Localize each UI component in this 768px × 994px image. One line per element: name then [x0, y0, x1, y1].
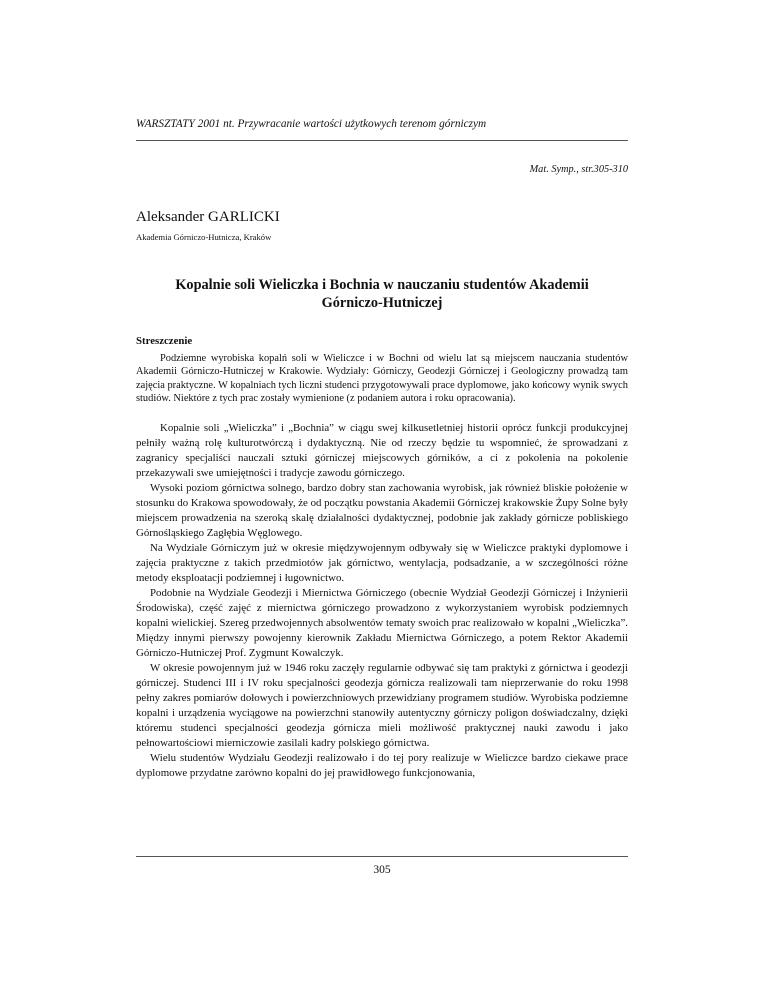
body-text [136, 421, 628, 781]
body-paragraph: W okresie powojennym już w 1946 roku zaczęły regularnie odbywać się tam praktyki z górnictwa i geodezji górniczej. Studenci III i IV roku specjalności geodezja górnicza realizowali tam nieprzerwanie do roku 1998 pełny zakres pomiarów dołowych i powierzchniowych przewidziany programem studiów. Wyrobiska podziemne kopalni i urządzenia wyciągowe na powierzchni stanowiły autentyczny górniczy poligon doświadczalny, dzięki któremu studenci specjalności geodezja górnicza mieli możliwość praktycznej nauki zawodu i jako pełnowartościowi mierniczowie zasilali kadry polskiego górnictwa. [136, 662, 628, 749]
abstract-text: Podziemne wyrobiska kopalń soli w Wieliczce i w Bochni od wielu lat są miejscem nauczania studentów Akademii Górniczo-Hutniczej w Krakowie. Wydziały: Górniczy, Geodezji Górniczej i Geologiczny prowadzą tam zajęcia praktyczne. W kopalniach tych liczni studenci przygotowywali prace dyplomowe, jako końcowy wynik swych studiów. Niektóre z tych prac zostały wymienione (z podaniem autora i roku opracowania). [136, 353, 628, 405]
footer-rule [136, 856, 628, 857]
running-header: WARSZTATY 2001 nt. Przywracanie wartości użytkowych terenom górniczym [136, 118, 487, 130]
body-paragraph: Podobnie na Wydziale Geodezji i Miernictwa Górniczego (obecnie Wydział Geodezji Górniczej i Inżynierii Środowiska), część zajęć z miernictwa górniczego prowadzono z wykorzystaniem wyrobisk podziemnych kopalni wielickiej. Szereg przedwojennych absolwentów tematy swoich prac realizowało w kopalni „Wieliczka”. Między innymi pierwszy powojenny kierownik Zakładu Miernictwa Górniczego, a potem Rektor Akademii Górniczo-Hutniczej Prof. Zygmunt Kowalczyk. [136, 587, 628, 659]
author-name: Aleksander GARLICKI [136, 209, 280, 225]
paper-title-line-1: Kopalnie soli Wieliczka i Bochnia w nauczaniu studentów Akademii [175, 277, 589, 293]
paper-title [136, 276, 628, 312]
citation: Mat. Symp., str.305-310 [529, 164, 628, 175]
page-number: 305 [373, 864, 391, 876]
body-paragraph: Wielu studentów Wydziału Geodezji realizowało i do tej pory realizuje w Wieliczce bardzo ciekawe prace dyplomowe przydatne zarówno kopalni do jej prawidłowego funkcjonowania, [136, 752, 628, 779]
author-affiliation: Akademia Górniczo-Hutnicza, Kraków [136, 232, 272, 242]
paper-title-line-2: Górniczo-Hutniczej [321, 295, 443, 311]
body-paragraph: Kopalnie soli „Wieliczka” i „Bochnia” w ciągu swej kilkusetletniej historii oprócz funkcji produkcyjnej pełniły ważną rolę kulturotwórczą i dydaktyczną. Nie od rzeczy będzie tu wspomnieć, że sprowadzani z zagranicy specjaliści nauczali sztuki górniczej miejscowych górników, a ci z pokolenia na pokolenie przekazywali swe umiejętności i tradycje zawodu górniczego. [136, 422, 628, 479]
body-paragraph: Wysoki poziom górnictwa solnego, bardzo dobry stan zachowania wyrobisk, jak również bliskie położenie w stosunku do Krakowa spowodowały, że od początku powstania Akademii Górniczej krakowskie Żupy Solne były miejscem prowadzenia na szeroką skalę działalności dydaktycznej, podobnie jak zakłady górnicze pobliskiego Górnośląskiego Zagłębia Węglowego. [136, 482, 628, 539]
body-paragraph: Na Wydziale Górniczym już w okresie międzywojennym odbywały się w Wieliczce praktyki dyplomowe i zajęcia praktyczne z takich przedmiotów jak górnictwo, wentylacja, podsadzanie, a w szczególności różne metody eksploatacji podziemnej i ługownictwo. [136, 542, 628, 584]
header-rule [136, 140, 628, 141]
abstract-heading: Streszczenie [136, 335, 193, 347]
